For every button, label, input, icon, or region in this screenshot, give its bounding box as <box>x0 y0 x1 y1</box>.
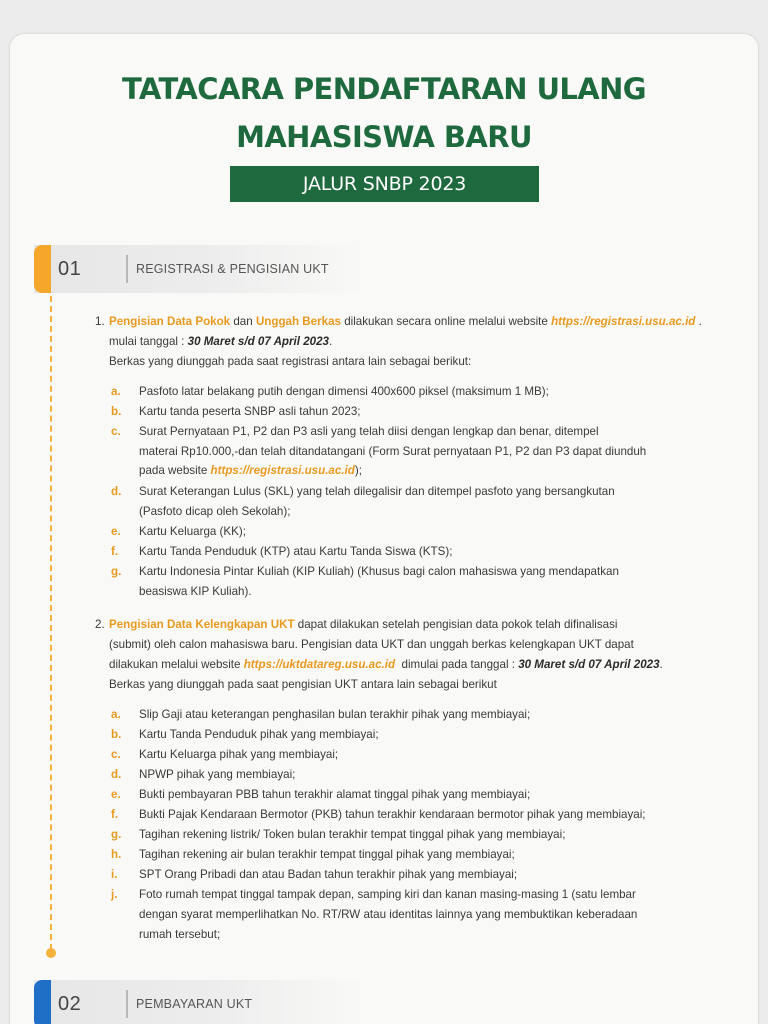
list-letter: d. <box>111 768 122 781</box>
section-label: PEMBAYARAN UKT <box>136 997 253 1011</box>
list-letter: e. <box>111 525 121 538</box>
list-item-cont: dengan syarat memperlihatkan No. RT/RW atau identitas lainnya yang membuktikan keberadaan <box>139 908 638 921</box>
section-header-pembayaran <box>34 980 364 1024</box>
list-item: Surat Pernyataan P1, P2 dan P3 asli yang telah diisi dengan lengkap dan benar, ditempel <box>139 425 599 438</box>
timeline-dashed-line <box>50 296 52 950</box>
list-item: Kartu tanda peserta SNBP asli tahun 2023; <box>139 405 361 418</box>
list-letter: j. <box>111 888 118 901</box>
item1-line3: Berkas yang diunggah pada saat registrasi antara lain sebagai berikut: <box>109 355 472 368</box>
list-item: Bukti Pajak Kendaraan Bermotor (PKB) tahun terakhir kendaraan bermotor pihak yang membiayai; <box>139 808 646 821</box>
list-letter: d. <box>111 485 122 498</box>
list-item: Kartu Keluarga pihak yang membiayai; <box>139 748 339 761</box>
list-letter: i. <box>111 868 118 881</box>
list-item: Surat Keterangan Lulus (SKL) yang telah dilegalisir dan ditempel pasfoto yang bersangkutan <box>139 485 615 498</box>
date-range: 30 Maret s/d 07 April 2023 <box>187 335 329 348</box>
text: dimulai pada tanggal : <box>395 658 519 671</box>
subtitle-banner: JALUR SNBP 2023 <box>230 166 539 202</box>
text: pada website <box>139 464 211 477</box>
item2-line2: (submit) oleh calon mahasiswa baru. Pengisian data UKT dan unggah berkas kelengkapan UKT dapat <box>109 638 634 651</box>
list-item: Slip Gaji atau keterangan penghasilan bulan terakhir pihak yang membiayai; <box>139 708 531 721</box>
section-header-registrasi <box>34 245 364 293</box>
text: . <box>695 315 702 328</box>
text: . <box>659 658 663 671</box>
text: ); <box>354 464 362 477</box>
list-item-cont: (Pasfoto dicap oleh Sekolah); <box>139 505 291 518</box>
list-letter: f. <box>111 808 119 821</box>
list-item: SPT Orang Pribadi dan atau Badan tahun terakhir pihak yang membiayai; <box>139 868 518 881</box>
text: mulai tanggal : <box>109 335 188 348</box>
list-letter: a. <box>111 708 121 721</box>
section-divider <box>126 255 128 283</box>
list-item: Bukti pembayaran PBB tahun terakhir alamat tinggal pihak yang membiayai; <box>139 788 531 801</box>
list-letter: e. <box>111 788 121 801</box>
item2-line4: Berkas yang diunggah pada saat pengisian UKT antara lain sebagai berikut <box>109 678 497 691</box>
timeline-end-dot <box>46 948 56 958</box>
section-divider <box>126 990 128 1018</box>
list-item: Kartu Tanda Penduduk (KTP) atau Kartu Tanda Siswa (KTS); <box>139 545 453 558</box>
section-number: 01 <box>58 258 82 280</box>
section-accent-bar <box>34 980 51 1024</box>
list-item: NPWP pihak yang membiayai; <box>139 768 296 781</box>
list-item-cont: beasiswa KIP Kuliah). <box>139 585 252 598</box>
item2-line1 <box>109 617 617 633</box>
item-number: 2. <box>95 618 105 631</box>
list-item: Tagihan rekening listrik/ Token bulan terakhir tempat tinggal pihak yang membiayai; <box>139 828 566 841</box>
section-number: 02 <box>58 993 82 1015</box>
list-letter: b. <box>111 405 122 418</box>
list-letter: a. <box>111 385 121 398</box>
list-item-cont <box>139 463 362 479</box>
list-letter: g. <box>111 565 122 578</box>
section-label: REGISTRASI & PENGISIAN UKT <box>136 262 329 276</box>
text: dan <box>230 315 256 328</box>
item2-line3 <box>109 657 663 673</box>
highlight-unggah-berkas: Unggah Berkas <box>255 315 341 328</box>
list-letter: f. <box>111 545 119 558</box>
list-item: Kartu Tanda Penduduk pihak yang membiayai; <box>139 728 379 741</box>
highlight-data-pokok: Pengisian Data Pokok <box>109 315 231 328</box>
list-item: Kartu Keluarga (KK); <box>139 525 246 538</box>
registrasi-link[interactable]: https://registrasi.usu.ac.id <box>551 315 696 328</box>
item-number: 1. <box>95 315 105 328</box>
item1-line1 <box>109 314 702 330</box>
text: . <box>329 335 333 348</box>
item1-line2 <box>109 334 332 350</box>
list-item-cont: rumah tersebut; <box>139 928 221 941</box>
page-title-line2: MAHASISWA BARU <box>236 120 532 154</box>
list-letter: c. <box>111 425 121 438</box>
list-letter: h. <box>111 848 122 861</box>
text: dapat dilakukan setelah pengisian data pokok telah difinalisasi <box>294 618 618 631</box>
date-range: 30 Maret s/d 07 April 2023 <box>518 658 660 671</box>
list-item: Foto rumah tempat tinggal tampak depan, samping kiri dan kanan masing-masing 1 (satu lembar <box>139 888 636 901</box>
text: dilakukan secara online melalui website <box>340 315 552 328</box>
uktdatareg-link[interactable]: https://uktdatareg.usu.ac.id <box>243 658 396 671</box>
section-accent-bar <box>34 245 51 293</box>
list-letter: g. <box>111 828 122 841</box>
list-item: Kartu Indonesia Pintar Kuliah (KIP Kuliah) (Khusus bagi calon mahasiswa yang mendapatkan <box>139 565 619 578</box>
registrasi-link[interactable]: https://registrasi.usu.ac.id <box>210 464 355 477</box>
highlight-data-kelengkapan: Pengisian Data Kelengkapan UKT <box>109 618 295 631</box>
list-letter: b. <box>111 728 122 741</box>
list-item: Tagihan rekening air bulan terakhir tempat tinggal pihak yang membiayai; <box>139 848 515 861</box>
page-title-line1: TATACARA PENDAFTARAN ULANG <box>121 72 646 106</box>
list-item-cont: materai Rp10.000,-dan telah ditandatangani (Form Surat pernyataan P1, P2 dan P3 dapat diunduh <box>139 445 647 458</box>
text: dilakukan melalui website <box>109 658 244 671</box>
list-letter: c. <box>111 748 121 761</box>
list-item: Pasfoto latar belakang putih dengan dimensi 400x600 piksel (maksimum 1 MB); <box>139 385 549 398</box>
